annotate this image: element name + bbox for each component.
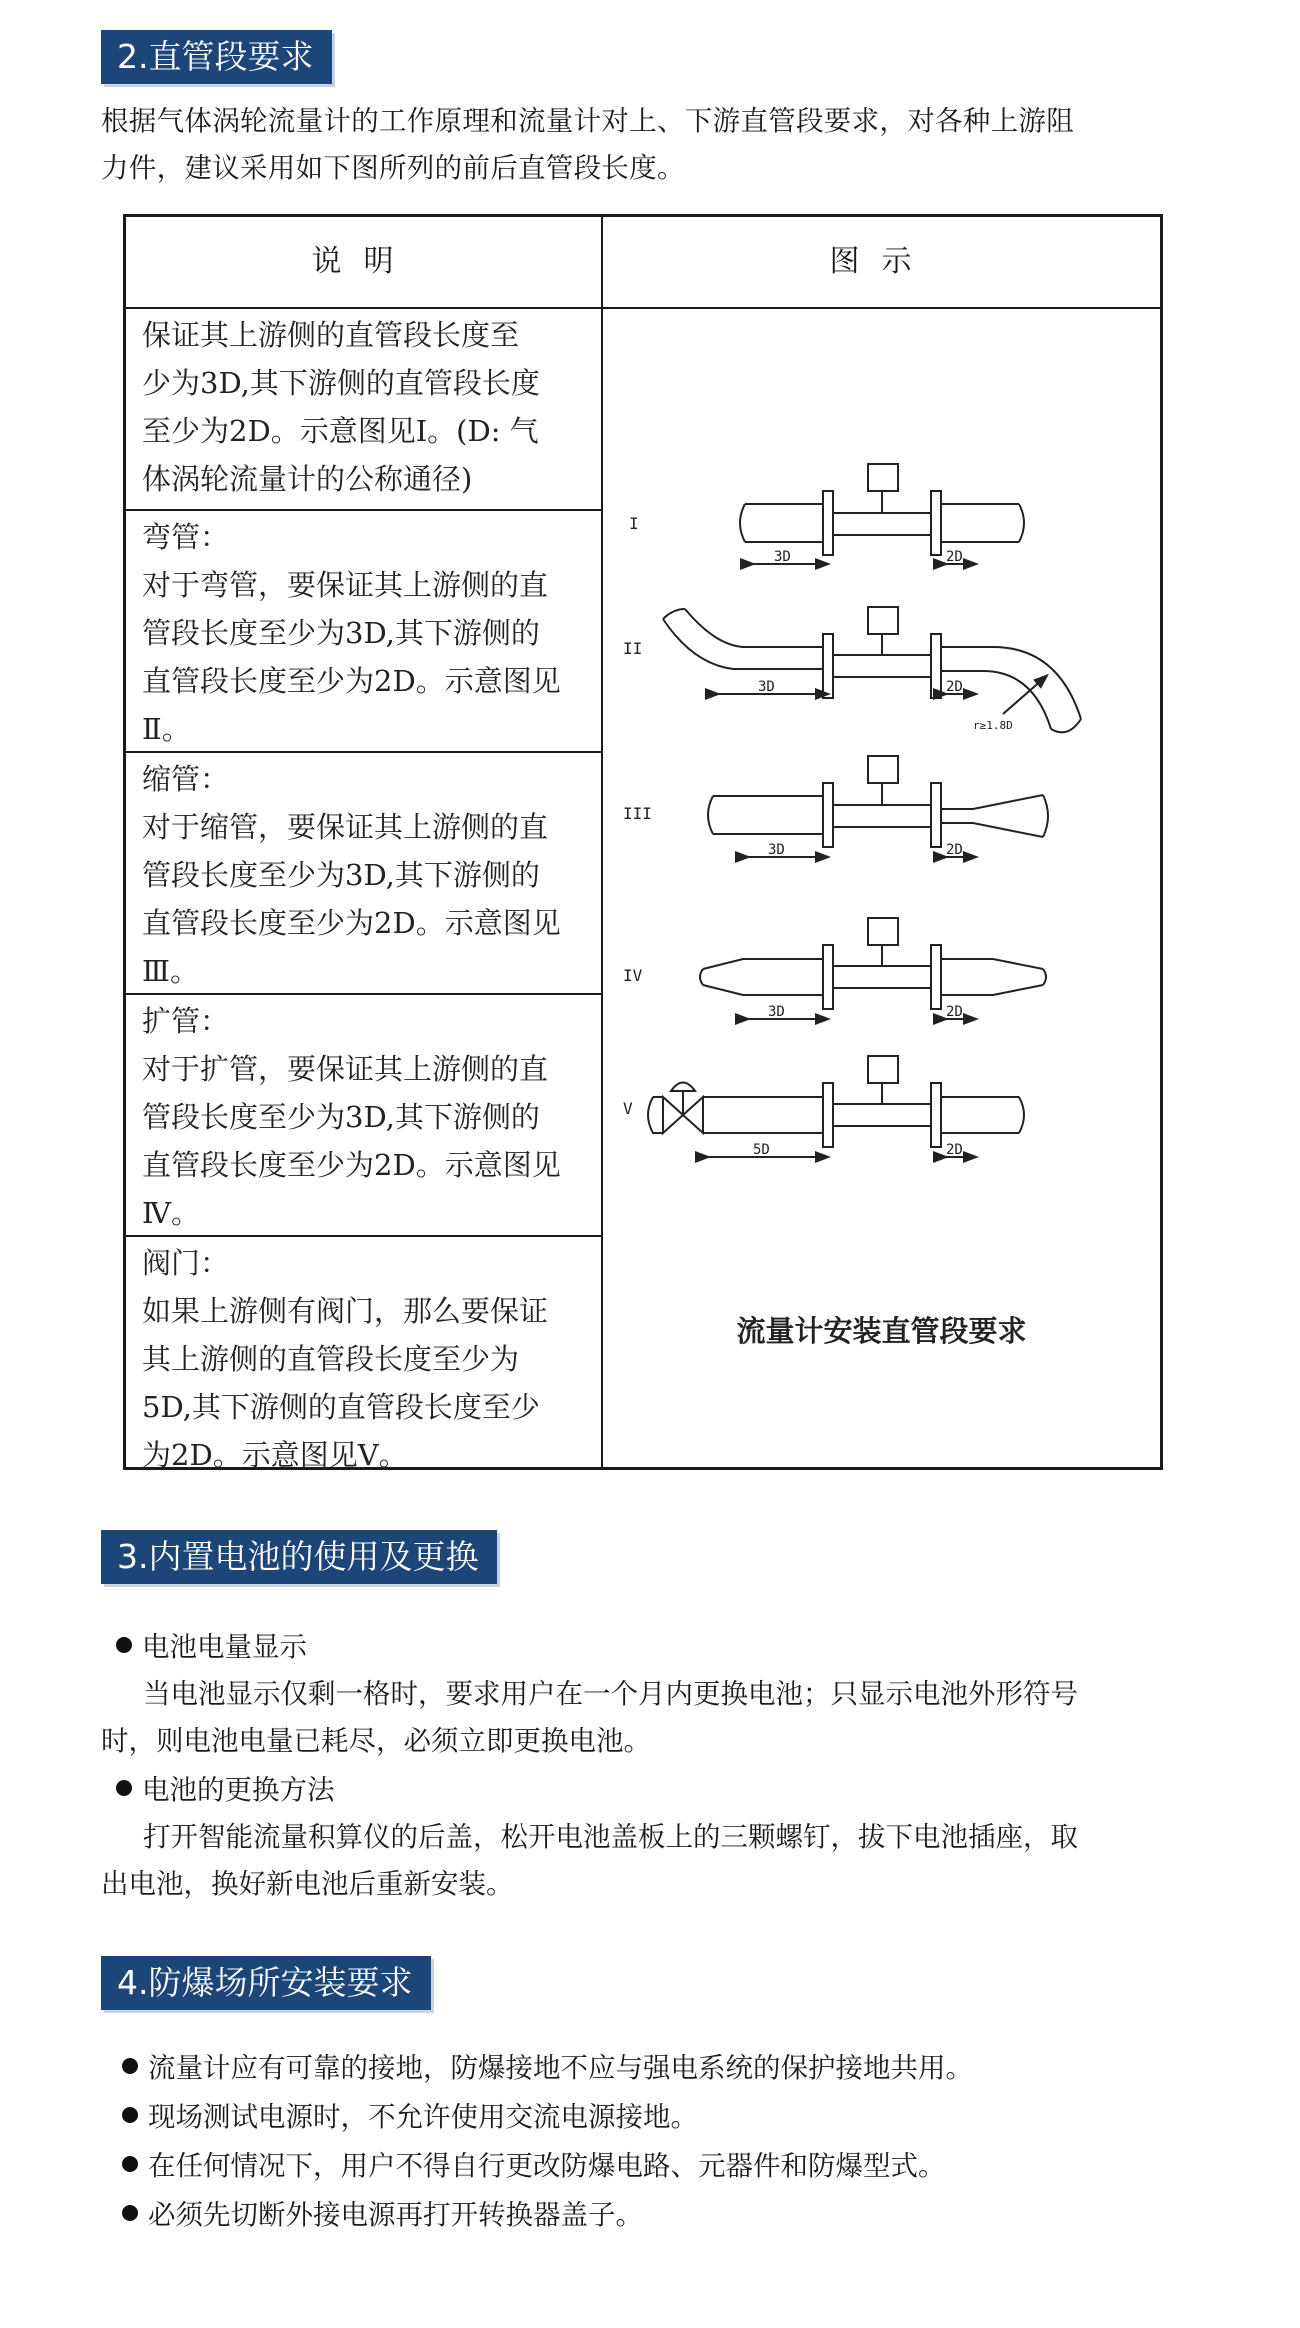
row4-line4: 直管段长度至少为2D。示意图见 (142, 1148, 561, 1182)
bullet-dot (122, 2156, 138, 2172)
downstream-iv: 2D (946, 1004, 963, 1020)
straight-pipe-table (123, 214, 1163, 1470)
row3-line4: 直管段长度至少为2D。示意图见 (142, 906, 561, 940)
diagram-i (629, 464, 1024, 565)
bullet-text: 电池电量显示 (142, 1631, 307, 1663)
bullet-text: 现场测试电源时，不允许使用交流电源接地。 (148, 2101, 698, 2133)
para-line-1: 当电池显示仅剩一格时，要求用户在一个月内更换电池；只显示电池外形符号 (143, 1678, 1078, 1710)
row5-line4: 5D,其下游侧的直管段长度至少 (142, 1390, 540, 1424)
label-iv: IV (623, 966, 643, 985)
row1-line3: 至少为2D。示意图见Ⅰ。(D: 气 (142, 414, 539, 448)
diagram-iv (623, 918, 1046, 1020)
row2-line2: 对于弯管，要保证其上游侧的直 (142, 568, 549, 602)
section3-title: 3.内置电池的使用及更换 (101, 1530, 497, 1584)
installation-diagram (603, 309, 1160, 1467)
bullet-text: 流量计应有可靠的接地，防爆接地不应与强电系统的保护接地共用。 (148, 2052, 973, 2084)
para-line-2: 时，则电池电量已耗尽，必须立即更换电池。 (101, 1725, 651, 1757)
bullet-battery-replace (116, 1767, 335, 1814)
row4-line2: 对于扩管，要保证其上游侧的直 (142, 1052, 549, 1086)
table-row-1 (126, 309, 601, 507)
section4-title: 4.防爆场所安装要求 (101, 1956, 431, 2010)
row1-line1: 保证其上游侧的直管段长度至 (142, 318, 520, 352)
row2-line1: 弯管： (142, 520, 230, 554)
para-line-2: 出电池，换好新电池后重新安装。 (101, 1868, 514, 1900)
row4-line3: 管段长度至少为3D,其下游侧的 (142, 1100, 540, 1134)
bullet-dot (122, 2205, 138, 2221)
bullet-battery-display (116, 1624, 307, 1671)
list-item (122, 2192, 643, 2239)
bullet-text: 在任何情况下，用户不得自行更改防爆电路、元器件和防爆型式。 (148, 2150, 946, 2182)
upstream-ii: 3D (758, 679, 775, 695)
battery-display-paragraph (101, 1671, 1211, 1765)
bullet-dot (116, 1637, 132, 1653)
row1-line4: 体涡轮流量计的公称通径) (142, 462, 473, 496)
label-iii: III (623, 804, 652, 823)
row4-line5: Ⅳ。 (142, 1196, 200, 1230)
table-row-2 (126, 511, 601, 751)
row2-line4: 直管段长度至少为2D。示意图见 (142, 664, 561, 698)
row5-line2: 如果上游侧有阀门，那么要保证 (142, 1294, 549, 1328)
upstream-iii: 3D (768, 842, 785, 858)
upstream-i: 3D (774, 549, 791, 565)
section2-title: 2.直管段要求 (101, 30, 332, 84)
label-i: I (629, 514, 639, 533)
bullet-text: 电池的更换方法 (142, 1774, 335, 1806)
para-line-1: 打开智能流量积算仪的后盖，松开电池盖板上的三颗螺钉，拔下电池插座，取 (143, 1821, 1078, 1853)
label-v: V (623, 1099, 633, 1118)
row4-line1: 扩管： (142, 1004, 230, 1038)
bullet-text: 必须先切断外接电源再打开转换器盖子。 (148, 2199, 643, 2231)
table-row-4 (126, 995, 601, 1235)
list-item (122, 2045, 973, 2092)
figure-caption: 流量计安装直管段要求 (736, 1314, 1027, 1348)
table-row-3 (126, 753, 601, 993)
row5-line1: 阀门： (142, 1246, 230, 1280)
bend-radius-note: r≥1.8D (973, 719, 1013, 732)
header-figure: 图示 (829, 244, 934, 279)
downstream-iii: 2D (946, 842, 963, 858)
pipe-diagrams-svg (603, 309, 1160, 1309)
downstream-i: 2D (946, 549, 963, 565)
row5-line5: 为2D。示意图见Ⅴ。 (142, 1438, 408, 1472)
table-row-5 (126, 1237, 601, 1472)
diagram-v (623, 1056, 1024, 1158)
intro-line-2: 力件，建议采用如下图所列的前后直管段长度。 (101, 152, 685, 184)
header-description: 说明 (311, 244, 416, 279)
row2-line5: Ⅱ。 (142, 712, 191, 746)
list-item (122, 2094, 698, 2141)
upstream-iv: 3D (768, 1004, 785, 1020)
bullet-dot (122, 2058, 138, 2074)
row3-line3: 管段长度至少为3D,其下游侧的 (142, 858, 540, 892)
row2-line3: 管段长度至少为3D,其下游侧的 (142, 616, 540, 650)
section2-intro (101, 98, 1211, 192)
row1-line2: 少为3D,其下游侧的直管段长度 (142, 366, 540, 400)
diagram-iii (623, 756, 1048, 858)
bullet-dot (122, 2107, 138, 2123)
label-ii: II (623, 639, 643, 658)
battery-replace-paragraph (101, 1814, 1211, 1908)
bullet-dot (116, 1780, 132, 1796)
downstream-ii: 2D (946, 679, 963, 695)
upstream-v: 5D (753, 1142, 770, 1158)
downstream-v: 2D (946, 1142, 963, 1158)
row5-line3: 其上游侧的直管段长度至少为 (142, 1342, 520, 1376)
intro-line-1: 根据气体涡轮流量计的工作原理和流量计对上、下游直管段要求，对各种上游阻 (101, 105, 1074, 137)
row3-line2: 对于缩管，要保证其上游侧的直 (142, 810, 549, 844)
list-item (122, 2143, 946, 2190)
row3-line1: 缩管： (142, 762, 230, 796)
row3-line5: Ⅲ。 (142, 954, 199, 988)
diagram-ii (623, 607, 1081, 732)
